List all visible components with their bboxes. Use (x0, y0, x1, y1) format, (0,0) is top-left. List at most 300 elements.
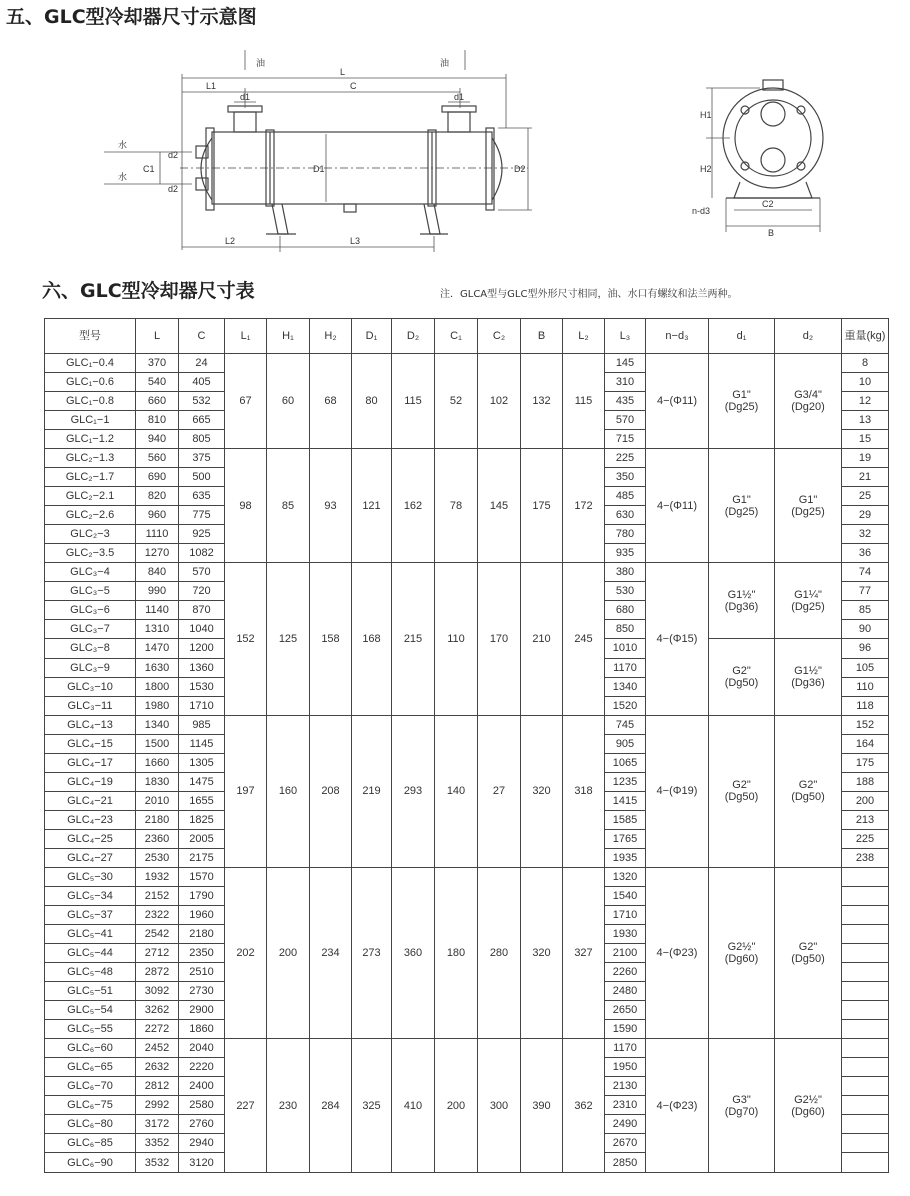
d1-cell (709, 715, 775, 867)
L3-cell: 435 (605, 392, 646, 411)
header-cell: H₂ (310, 319, 352, 354)
L-cell: 2712 (136, 943, 179, 962)
C-cell: 2040 (179, 1039, 225, 1058)
C-cell: 925 (179, 525, 225, 544)
H1-cell: 230 (267, 1039, 310, 1173)
d2-nominal: (Dg50) (791, 791, 825, 804)
d1-nominal: (Dg60) (724, 952, 759, 965)
d2-thread: G2½" (794, 1093, 822, 1106)
C-cell: 405 (179, 373, 225, 392)
L3-cell: 1520 (605, 696, 646, 715)
L3-cell: 780 (605, 525, 646, 544)
L-cell: 1660 (136, 753, 179, 772)
weight-cell: 188 (842, 772, 889, 791)
model-cell: GLC₄−27 (45, 848, 136, 867)
L2-cell: 172 (563, 449, 605, 563)
weight-cell (842, 1058, 889, 1077)
table-row (45, 867, 889, 886)
d1-cell (709, 449, 775, 563)
L-cell: 3092 (136, 982, 179, 1001)
H1-cell: 60 (267, 354, 310, 449)
L-cell: 2322 (136, 905, 179, 924)
H1-cell: 160 (267, 715, 310, 867)
L3-cell: 1930 (605, 924, 646, 943)
L1-cell: 202 (225, 867, 267, 1038)
H1-cell: 125 (267, 563, 310, 715)
C-cell: 2730 (179, 982, 225, 1001)
C-cell: 1655 (179, 791, 225, 810)
model-cell: GLC₅−30 (45, 867, 136, 886)
weight-cell (842, 1039, 889, 1058)
model-cell: GLC₅−55 (45, 1020, 136, 1039)
model-cell: GLC₅−41 (45, 924, 136, 943)
header-cell: B (521, 319, 563, 354)
header-cell: D₂ (392, 319, 435, 354)
L3-cell: 1585 (605, 810, 646, 829)
table-row (45, 354, 889, 373)
d1-nominal: (Dg36) (724, 600, 759, 613)
L3-cell: 905 (605, 734, 646, 753)
L3-cell: 1590 (605, 1020, 646, 1039)
weight-cell (842, 924, 889, 943)
dim-D2-label: D2 (514, 164, 526, 174)
model-cell: GLC₅−44 (45, 943, 136, 962)
C-cell: 500 (179, 468, 225, 487)
C-cell: 2005 (179, 829, 225, 848)
L3-cell: 630 (605, 506, 646, 525)
C2-cell: 170 (478, 563, 521, 715)
model-cell: GLC₅−34 (45, 886, 136, 905)
n-d3-cell: 4−(Φ11) (646, 449, 709, 563)
L-cell: 3172 (136, 1115, 179, 1134)
L3-cell: 2260 (605, 963, 646, 982)
C-cell: 1825 (179, 810, 225, 829)
model-cell: GLC₂−1.3 (45, 449, 136, 468)
table-row (45, 449, 889, 468)
C-cell: 24 (179, 354, 225, 373)
C2-cell: 27 (478, 715, 521, 867)
header-cell: d₂ (775, 319, 842, 354)
C1-cell: 52 (435, 354, 478, 449)
C-cell: 2510 (179, 963, 225, 982)
L1-cell: 227 (225, 1039, 267, 1173)
weight-cell (842, 943, 889, 962)
L3-cell: 485 (605, 487, 646, 506)
L3-cell: 1170 (605, 1039, 646, 1058)
B-cell: 175 (521, 449, 563, 563)
L-cell: 1470 (136, 639, 179, 658)
C-cell: 1790 (179, 886, 225, 905)
L1-cell: 197 (225, 715, 267, 867)
n-d3-cell: 4−(Φ23) (646, 1039, 709, 1173)
D2-cell: 293 (392, 715, 435, 867)
L1-cell: 152 (225, 563, 267, 715)
model-cell: GLC₄−23 (45, 810, 136, 829)
L-cell: 3532 (136, 1153, 179, 1173)
d2-nominal: (Dg36) (791, 677, 825, 690)
weight-cell: 164 (842, 734, 889, 753)
L1-cell: 67 (225, 354, 267, 449)
d2-cell (775, 449, 842, 563)
D2-cell: 215 (392, 563, 435, 715)
L3-cell: 1065 (605, 753, 646, 772)
L3-cell: 1340 (605, 677, 646, 696)
d1-cell (709, 867, 775, 1038)
d1-thread: G2½" (727, 940, 756, 953)
weight-cell: 15 (842, 430, 889, 449)
weight-cell (842, 963, 889, 982)
L-cell: 2010 (136, 791, 179, 810)
C-cell: 1960 (179, 905, 225, 924)
C2-cell: 280 (478, 867, 521, 1038)
d2-nominal: (Dg25) (791, 505, 825, 518)
L3-cell: 310 (605, 373, 646, 392)
C-cell: 805 (179, 430, 225, 449)
model-cell: GLC₃−4 (45, 563, 136, 582)
model-cell: GLC₂−3.5 (45, 544, 136, 563)
d1-nominal: (Dg50) (724, 677, 759, 690)
C-cell: 1200 (179, 639, 225, 658)
header-cell: D₁ (352, 319, 392, 354)
L3-cell: 2670 (605, 1134, 646, 1153)
model-cell: GLC₄−21 (45, 791, 136, 810)
L2-cell: 115 (563, 354, 605, 449)
L-cell: 540 (136, 373, 179, 392)
model-cell: GLC₁−1 (45, 411, 136, 430)
header-cell: L₂ (563, 319, 605, 354)
d2-nominal: (Dg60) (791, 1105, 825, 1118)
d1-thread: G2" (732, 779, 751, 792)
dim-C1-label: C1 (143, 164, 155, 174)
L3-cell: 1765 (605, 829, 646, 848)
dim-d2-label-bottom: d2 (168, 184, 179, 194)
L-cell: 2812 (136, 1077, 179, 1096)
weight-cell: 36 (842, 544, 889, 563)
weight-cell: 13 (842, 411, 889, 430)
d2-cell (775, 354, 842, 449)
C1-cell: 180 (435, 867, 478, 1038)
H2-cell: 68 (310, 354, 352, 449)
d2-thread: G2" (798, 940, 818, 953)
H1-cell: 85 (267, 449, 310, 563)
dim-d2-label-top: d2 (168, 150, 179, 160)
D1-cell: 121 (352, 449, 392, 563)
D2-cell: 360 (392, 867, 435, 1038)
L3-cell: 680 (605, 601, 646, 620)
model-cell: GLC₅−54 (45, 1001, 136, 1020)
model-cell: GLC₄−13 (45, 715, 136, 734)
C-cell: 2220 (179, 1058, 225, 1077)
L3-cell: 715 (605, 430, 646, 449)
L3-cell: 2480 (605, 982, 646, 1001)
L3-cell: 1415 (605, 791, 646, 810)
C-cell: 1305 (179, 753, 225, 772)
C-cell: 570 (179, 563, 225, 582)
weight-cell: 25 (842, 487, 889, 506)
L3-cell: 2100 (605, 943, 646, 962)
d1-nominal: (Dg70) (724, 1105, 759, 1118)
model-cell: GLC₆−90 (45, 1153, 136, 1173)
d2-thread: G3/4" (794, 389, 822, 402)
weight-cell (842, 1134, 889, 1153)
model-cell: GLC₂−2.1 (45, 487, 136, 506)
header-cell: d₁ (709, 319, 775, 354)
L-cell: 2632 (136, 1058, 179, 1077)
L-cell: 660 (136, 392, 179, 411)
D2-cell: 410 (392, 1039, 435, 1173)
d1-thread: G1" (732, 389, 751, 402)
weight-cell: 8 (842, 354, 889, 373)
D1-cell: 273 (352, 867, 392, 1038)
L3-cell: 1320 (605, 867, 646, 886)
d2-nominal: (Dg20) (791, 401, 825, 414)
cooler-side-view (723, 80, 823, 198)
model-cell: GLC₆−65 (45, 1058, 136, 1077)
dim-L3-label: L3 (350, 236, 361, 246)
L3-cell: 2650 (605, 1001, 646, 1020)
model-cell: GLC₅−51 (45, 982, 136, 1001)
L-cell: 1110 (136, 525, 179, 544)
L3-cell: 380 (605, 563, 646, 582)
weight-cell (842, 982, 889, 1001)
weight-cell: 29 (842, 506, 889, 525)
L-cell: 1270 (136, 544, 179, 563)
side-dim-n-d3-label: n-d3 (692, 206, 711, 216)
d2-nominal: (Dg50) (791, 952, 825, 965)
L3-cell: 935 (605, 544, 646, 563)
d2-thread: G1" (798, 493, 818, 506)
L-cell: 560 (136, 449, 179, 468)
L3-cell: 145 (605, 354, 646, 373)
L3-cell: 2310 (605, 1096, 646, 1115)
side-dim-H2-label: H2 (700, 164, 712, 174)
side-dim-H1-label: H1 (700, 110, 712, 120)
header-cell: n−d₃ (646, 319, 709, 354)
model-cell: GLC₆−75 (45, 1096, 136, 1115)
L-cell: 2452 (136, 1039, 179, 1058)
weight-cell (842, 1096, 889, 1115)
header-cell: H₁ (267, 319, 310, 354)
weight-cell: 118 (842, 696, 889, 715)
L-cell: 1140 (136, 601, 179, 620)
model-cell: GLC₄−19 (45, 772, 136, 791)
dim-D1-label: D1 (313, 164, 325, 174)
model-cell: GLC₃−8 (45, 639, 136, 658)
d1-thread: G1" (732, 493, 751, 506)
L3-cell: 530 (605, 582, 646, 601)
d2-thread: G1¼" (794, 588, 822, 601)
C-cell: 2180 (179, 924, 225, 943)
L-cell: 810 (136, 411, 179, 430)
weight-cell: 77 (842, 582, 889, 601)
B-cell: 320 (521, 715, 563, 867)
H2-cell: 158 (310, 563, 352, 715)
model-cell: GLC₁−0.8 (45, 392, 136, 411)
oil-label-right: 油 (440, 58, 450, 68)
table-row (45, 563, 889, 582)
d2-thread: G1½" (794, 665, 822, 678)
C-cell: 2175 (179, 848, 225, 867)
header-cell: 重量(kg) (842, 319, 889, 354)
water-label-top: 水 (118, 140, 128, 150)
H1-cell: 200 (267, 867, 310, 1038)
model-cell: GLC₆−85 (45, 1134, 136, 1153)
dim-d1-label-left: d1 (240, 92, 251, 102)
table-note: 注．GLCA型与GLC型外形尺寸相同，油、水口有螺纹和法兰两种。 (440, 289, 738, 300)
header-cell: C₂ (478, 319, 521, 354)
L2-cell: 318 (563, 715, 605, 867)
d1-nominal: (Dg25) (724, 401, 759, 414)
model-cell: GLC₁−0.4 (45, 354, 136, 373)
d1-thread: G3" (732, 1093, 751, 1106)
L-cell: 2272 (136, 1020, 179, 1039)
model-cell: GLC₂−1.7 (45, 468, 136, 487)
d2-cell (775, 639, 842, 715)
d1-nominal: (Dg50) (724, 791, 759, 804)
n-d3-cell: 4−(Φ15) (646, 563, 709, 715)
C-cell: 1530 (179, 677, 225, 696)
L3-cell: 1540 (605, 886, 646, 905)
C-cell: 985 (179, 715, 225, 734)
d1-cell (709, 354, 775, 449)
weight-cell: 19 (842, 449, 889, 468)
weight-cell: 105 (842, 658, 889, 677)
L3-cell: 1710 (605, 905, 646, 924)
L-cell: 1630 (136, 658, 179, 677)
C1-cell: 140 (435, 715, 478, 867)
L-cell: 940 (136, 430, 179, 449)
model-cell: GLC₅−48 (45, 963, 136, 982)
D1-cell: 80 (352, 354, 392, 449)
weight-cell: 110 (842, 677, 889, 696)
C-cell: 870 (179, 601, 225, 620)
weight-cell: 96 (842, 639, 889, 658)
L3-cell: 850 (605, 620, 646, 639)
C-cell: 1082 (179, 544, 225, 563)
model-cell: GLC₄−25 (45, 829, 136, 848)
model-cell: GLC₄−15 (45, 734, 136, 753)
n-d3-cell: 4−(Φ11) (646, 354, 709, 449)
C-cell: 1710 (179, 696, 225, 715)
weight-cell: 21 (842, 468, 889, 487)
L-cell: 2542 (136, 924, 179, 943)
d2-cell (775, 867, 842, 1038)
n-d3-cell: 4−(Φ19) (646, 715, 709, 867)
oil-label-left: 油 (256, 58, 266, 68)
header-cell: C (179, 319, 225, 354)
header-cell: 型号 (45, 319, 136, 354)
L-cell: 2360 (136, 829, 179, 848)
H2-cell: 93 (310, 449, 352, 563)
model-cell: GLC₂−3 (45, 525, 136, 544)
B-cell: 390 (521, 1039, 563, 1173)
weight-cell (842, 1115, 889, 1134)
weight-cell: 90 (842, 620, 889, 639)
weight-cell: 225 (842, 829, 889, 848)
L2-cell: 245 (563, 563, 605, 715)
C-cell: 2580 (179, 1096, 225, 1115)
d1-thread: G2" (732, 665, 751, 678)
model-cell: GLC₃−7 (45, 620, 136, 639)
C-cell: 1570 (179, 867, 225, 886)
D1-cell: 168 (352, 563, 392, 715)
L-cell: 1830 (136, 772, 179, 791)
C-cell: 3120 (179, 1153, 225, 1173)
C-cell: 635 (179, 487, 225, 506)
B-cell: 320 (521, 867, 563, 1038)
C-cell: 1860 (179, 1020, 225, 1039)
side-dim-C2-label: C2 (762, 199, 774, 209)
C-cell: 2350 (179, 943, 225, 962)
weight-cell (842, 1153, 889, 1173)
dim-L-label: L (340, 67, 346, 77)
side-dim-B-label: B (768, 228, 775, 238)
model-cell: GLC₄−17 (45, 753, 136, 772)
dim-L1-label: L1 (206, 81, 217, 91)
table-header-row (45, 319, 889, 354)
C-cell: 1360 (179, 658, 225, 677)
L1-cell: 98 (225, 449, 267, 563)
L-cell: 960 (136, 506, 179, 525)
table-row (45, 1039, 889, 1058)
C2-cell: 102 (478, 354, 521, 449)
L-cell: 3352 (136, 1134, 179, 1153)
header-cell: C₁ (435, 319, 478, 354)
D1-cell: 325 (352, 1039, 392, 1173)
C1-cell: 78 (435, 449, 478, 563)
B-cell: 210 (521, 563, 563, 715)
weight-cell: 200 (842, 791, 889, 810)
d2-cell (775, 1039, 842, 1173)
C-cell: 1145 (179, 734, 225, 753)
D2-cell: 162 (392, 449, 435, 563)
L-cell: 1932 (136, 867, 179, 886)
table-row (45, 715, 889, 734)
C-cell: 532 (179, 392, 225, 411)
d1-cell (709, 563, 775, 639)
L3-cell: 570 (605, 411, 646, 430)
model-cell: GLC₃−10 (45, 677, 136, 696)
weight-cell: 213 (842, 810, 889, 829)
H2-cell: 208 (310, 715, 352, 867)
L-cell: 1500 (136, 734, 179, 753)
L3-cell: 2130 (605, 1077, 646, 1096)
L2-cell: 327 (563, 867, 605, 1038)
d2-nominal: (Dg25) (791, 600, 825, 613)
d2-cell (775, 715, 842, 867)
L-cell: 2530 (136, 848, 179, 867)
L-cell: 3262 (136, 1001, 179, 1020)
d1-cell (709, 639, 775, 715)
weight-cell: 175 (842, 753, 889, 772)
weight-cell (842, 1020, 889, 1039)
D1-cell: 219 (352, 715, 392, 867)
L3-cell: 1010 (605, 639, 646, 658)
C-cell: 2400 (179, 1077, 225, 1096)
L-cell: 690 (136, 468, 179, 487)
water-label-bottom: 水 (118, 172, 128, 182)
model-cell: GLC₆−80 (45, 1115, 136, 1134)
d2-cell (775, 563, 842, 639)
L3-cell: 1170 (605, 658, 646, 677)
L3-cell: 350 (605, 468, 646, 487)
weight-cell (842, 1077, 889, 1096)
weight-cell: 152 (842, 715, 889, 734)
C-cell: 665 (179, 411, 225, 430)
weight-cell: 10 (842, 373, 889, 392)
weight-cell (842, 867, 889, 886)
H2-cell: 234 (310, 867, 352, 1038)
